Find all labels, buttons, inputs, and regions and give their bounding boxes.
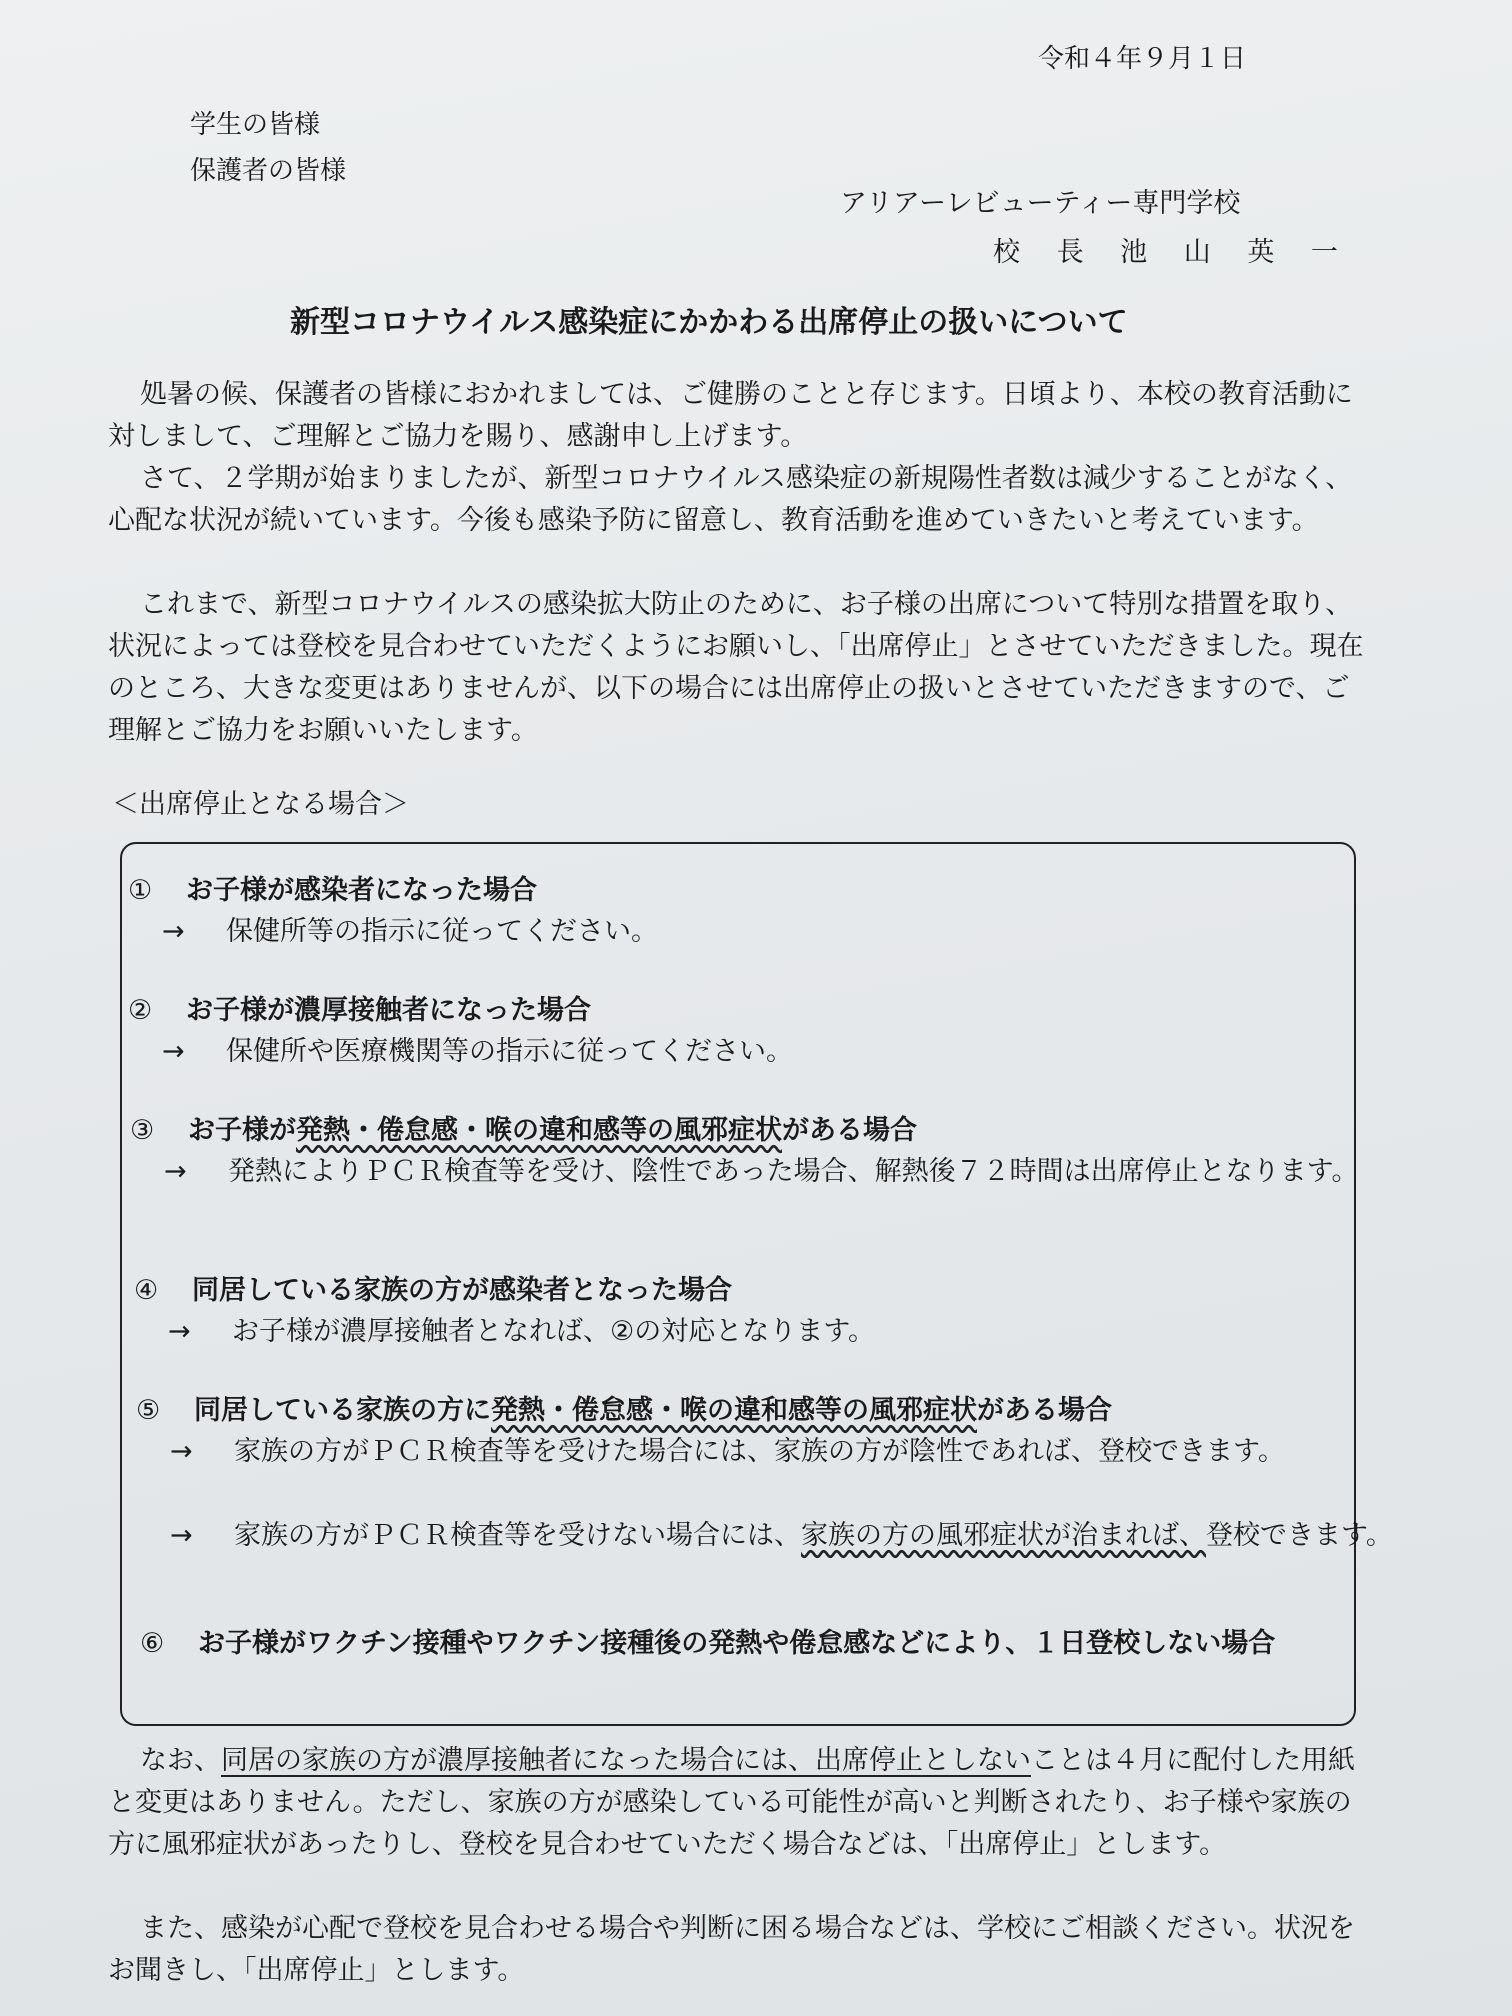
case-heading: お子様が濃厚接触者になった場合	[186, 995, 591, 1026]
issue-date: 令和４年９月１日	[1038, 44, 1247, 74]
status-paragraph: さて、２学期が始まりましたが、新型コロナウイルス感染症の新規陽性者数は減少することがなく、心配な状況が続いています。今後も感染予防に留意し、教育活動を進めていきたいと考えています。	[108, 463, 1353, 536]
underlined-no-suspension: 出席停止としない	[815, 1745, 1031, 1776]
arrow-icon: →	[168, 1316, 191, 1347]
case-note: → 保健所等の指示に従ってください。	[162, 912, 1406, 952]
underlined-symptoms: 発熱・倦怠感・喉の違和感等の風邪症状	[491, 1395, 977, 1426]
document-title: 新型コロナウイルス感染症にかかわる出席停止の扱いについて	[290, 305, 1128, 340]
arrow-icon: →	[170, 1436, 193, 1467]
case-note: → お子様が濃厚接触者となれば、②の対応となります。	[168, 1312, 1412, 1352]
case-heading: 同居している家族の方が感染者となった場合	[192, 1275, 732, 1306]
section-heading: ＜出席停止となる場合＞	[112, 789, 409, 820]
case-number: ①	[128, 875, 153, 906]
case-note: → 家族の方がＰＣＲ検査等を受けた場合には、家族の方が陰性であれば、登校できます。	[170, 1432, 1404, 1472]
case-note-2: → 家族の方がＰＣＲ検査等を受けない場合には、家族の方の風邪症状が治まれば、登校できます。	[170, 1516, 1404, 1556]
sender-school: アリアーレビューティー専門学校	[840, 188, 1241, 219]
closing-paragraph-1: なお、同居の家族の方が濃厚接触者になった場合には、出席停止としないことは４月に配付した用紙と変更はありません。ただし、家族の方が感染している可能性が高いと判断されたり、お子様や家族の方に風邪症状があったりし、登校を見合わせていただく場合などは、「出席停止」とします。	[108, 1745, 1355, 1860]
cases-box: ① お子様が感染者になった場合 → 保健所等の指示に従ってください。 ② お子様が濃厚接触者になった場合 → 保健所や医療機関等の指示に従ってください。 ③ お子様が発熱・倦怠感・喉の違和感等の風邪症状がある場合 → 発熱によりＰＣＲ検査等を受け、陰性であった場合、解熱後７２時間は出席停止となります。 ④ 同居している家族の方が感染者となった場合 → お子様が濃厚接触者となれば、②の対応となります。 ⑤ 同居している家族の方に発熱・倦怠感・喉の違和感等の風邪症状がある場合 → 家族の方がＰＣＲ検査等を受けた場合には、家族の方が陰性であれば、登校できます。 → 家族の方がＰＣＲ検査等を受けない場合には、家族の方の風邪症状が治まれば、登校できます。 ⑥ お子様がワクチン接種やワクチン接種後の発熱や倦怠感などにより、１日登校しない場合	[120, 842, 1356, 1726]
arrow-icon: →	[162, 916, 185, 947]
underlined-recovery: 家族の方の風邪症状が治まれば、	[801, 1520, 1206, 1551]
addressee-guardians: 保護者の皆様	[190, 156, 347, 186]
arrow-icon: →	[162, 1036, 185, 1067]
case-note: → 発熱によりＰＣＲ検査等を受け、陰性であった場合、解熱後７２時間は出席停止となります。	[164, 1152, 1408, 1192]
case-number: ⑤	[136, 1395, 161, 1426]
case-number: ②	[128, 995, 153, 1026]
sender-principal: 校 長 池 山 英 一	[993, 237, 1352, 268]
underlined-symptoms: 発熱・倦怠感・喉の違和感等の風邪症状	[296, 1115, 782, 1146]
closing-paragraph-2: また、感染が心配で登校を見合わせる場合や判断に困る場合などは、学校にご相談ください。状況をお聞きし、「出席停止」とします。	[108, 1913, 1355, 1986]
addressee-students: 学生の皆様	[190, 110, 321, 140]
greeting-paragraph: 処暑の候、保護者の皆様におかれましては、ご健勝のことと存じます。日頃より、本校の教育活動に対しまして、ご理解とご協力を賜り、感謝申し上げます。	[108, 379, 1353, 452]
case-note: → 保健所や医療機関等の指示に従ってください。	[162, 1032, 1406, 1072]
arrow-icon: →	[170, 1520, 193, 1551]
underlined-household-contact: 同居の家族の方が濃厚接触者になった場合には、	[221, 1745, 815, 1776]
arrow-icon: →	[164, 1156, 187, 1187]
case-number: ③	[130, 1115, 155, 1146]
case-number: ④	[134, 1275, 159, 1306]
case-heading: お子様が感染者になった場合	[186, 875, 537, 906]
case-heading: ⑥ お子様がワクチン接種やワクチン接種後の発熱や倦怠感などにより、１日登校しない場合	[140, 1624, 1370, 1664]
policy-paragraph: これまで、新型コロナウイルスの感染拡大防止のために、お子様の出席について特別な措置を取り、状況によっては登校を見合わせていただくようにお願いし、「出席停止」とさせていただきました。現在のところ、大きな変更はありませんが、以下の場合には出席停止の扱いとさせていただきますので、ご理解とご協力をお願いいたします。	[108, 589, 1364, 746]
case-number: ⑥	[140, 1628, 165, 1659]
